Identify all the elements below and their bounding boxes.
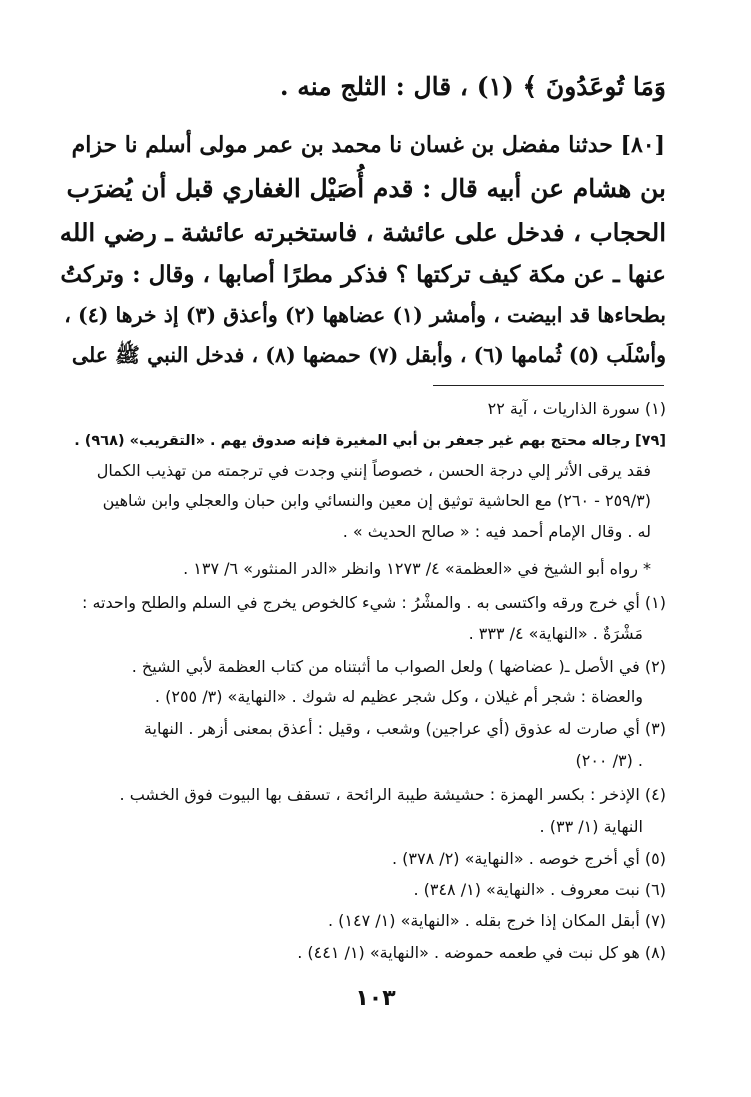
footnote-line-8: مَشْرَةٌ . «النهاية» ٤/ ٣٣٣ . bbox=[468, 624, 643, 643]
main-line-6: بطحاءها قد ابيضت ، وأمشر (١) عضاهها (٢) وأعذق (٣) إذ خرها (٤) ، bbox=[64, 303, 666, 327]
main-line-1: وَمَا تُوعَدُونَ ﴾ (١) ، قال : الثلج منه . bbox=[279, 72, 666, 101]
footnote-line-18: (٨) هو كل نبت في طعمه حموضه . «النهاية» (١/ ٤٤١) . bbox=[297, 943, 666, 962]
footnote-line-14: النهاية (١/ ٣٣) . bbox=[539, 817, 643, 836]
footnote-line-15: (٥) أي أخرج خوصه . «النهاية» (٢/ ٣٧٨) . bbox=[392, 849, 666, 868]
footnote-line-5: له . وقال الإمام أحمد فيه : « صالح الحديث » . bbox=[342, 522, 651, 541]
footnote-line-1: (١) سورة الذاريات ، آية ٢٢ bbox=[487, 399, 666, 418]
footnote-line-6: * رواه أبو الشيخ في «العظمة» ٤/ ١٢٧٣ وانظر «الدر المنثور» ٦/ ١٣٧ . bbox=[183, 559, 651, 578]
footnote-line-3: فقد يرقى الأثر إلي درجة الحسن ، خصوصاً إنني وجدت في ترجمته من تهذيب الكمال bbox=[96, 461, 651, 480]
footnote-line-16: (٦) نبت معروف . «النهاية» (١/ ٣٤٨) . bbox=[413, 880, 666, 899]
footnote-line-4: (٢٥٩/٣ - ٢٦٠) مع الحاشية توثيق إن معين والنسائي وابن حبان والعجلي وابن شاهين bbox=[102, 491, 651, 510]
main-line-7: وأسْلَب (٥) ثُمامها (٦) ، وأبقل (٧) حمضها (٨) ، فدخل النبي ﷺ على bbox=[71, 343, 666, 367]
footnote-line-10: والعضاة : شجر أم غيلان ، وكل شجر عظيم له شوك . «النهاية» (٣/ ٢٥٥) . bbox=[154, 687, 643, 706]
footnote-line-9: (٢) في الأصل ـ( عضاضها ) ولعل الصواب ما أثبتناه من كتاب العظمة لأبي الشيخ . bbox=[131, 657, 666, 676]
footnote-line-17: (٧) أبقل المكان إذا خرج بقله . «النهاية» (١/ ١٤٧) . bbox=[327, 911, 666, 930]
footnote-line-2: [٧٩] رجاله محتج بهم غير جعفر بن أبي المغيرة فإنه صدوق يهم . «التقريب» (٩٦٨) . bbox=[74, 433, 666, 449]
main-line-2: [٨٠] حدثنا مفضل بن غسان نا محمد بن عمر مولى أسلم نا حزام bbox=[71, 132, 665, 158]
page-number: ١٠٣ bbox=[355, 986, 396, 1011]
footnote-line-12: (٣/ ٢٠٠) . bbox=[575, 751, 643, 770]
footnote-separator bbox=[433, 385, 664, 386]
footnote-line-13: (٤) الإذخر : بكسر الهمزة : حشيشة طيبة الرائحة ، تسقف بها البيوت فوق الخشب . bbox=[119, 785, 666, 804]
main-line-3: بن هشام عن أبيه قال : قدم أُصَيْل الغفاري قبل أن يُضرَب bbox=[66, 174, 666, 203]
footnote-line-11: (٣) أي صارت له عذوق (أي عراجين) وشعب ، وقيل : أعذق بمعنى أزهر . النهاية bbox=[143, 719, 666, 738]
main-line-4: الحجاب ، فدخل على عائشة ، فاستخبرته عائشة ـ رضي الله bbox=[59, 218, 666, 247]
footnote-line-7: (١) أي خرج ورقه واكتسى به . والمشْرُ : شيء كالخوص يخرج في السلم والطلح واحدته : bbox=[82, 593, 666, 612]
main-line-5: عنها ـ عن مكة كيف تركتها ؟ فذكر مطرًا أصابها ، وقال : وتركتُ bbox=[60, 261, 666, 288]
